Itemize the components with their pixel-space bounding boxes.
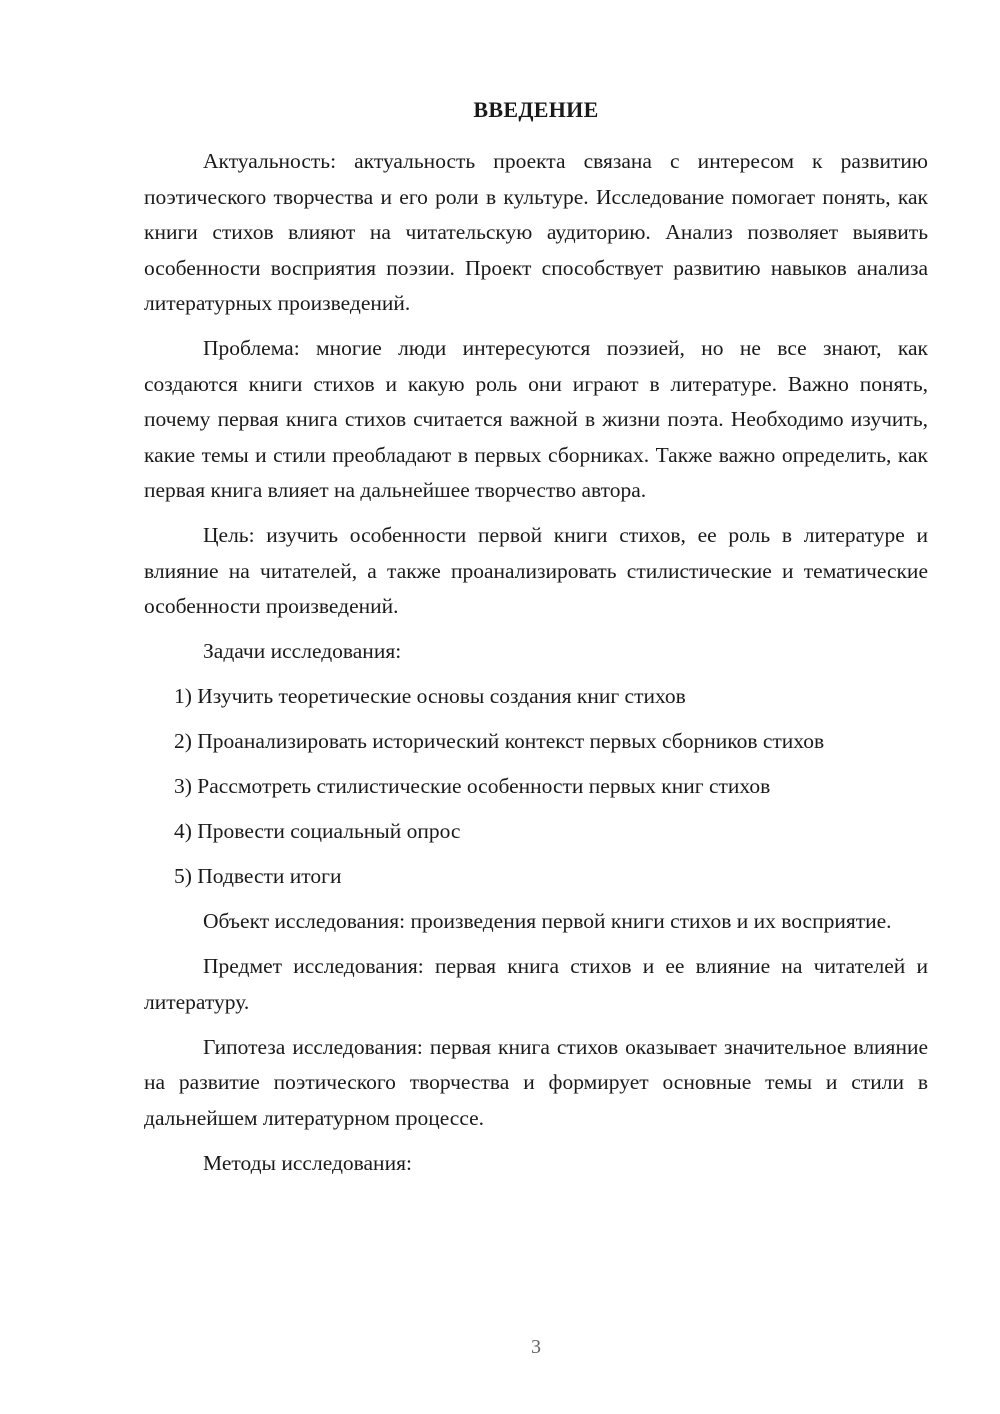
task-item-4: 4) Провести социальный опрос (174, 819, 461, 843)
paragraph-hypothesis: Гипотеза исследования: первая книга стихов оказывает значительное влияние на развитие поэтического творчества и формирует основные темы и стили в дальнейшем литературном процессе. (144, 1034, 928, 1130)
methods-heading: Методы исследования: (203, 1150, 412, 1175)
task-item-2: 2) Проанализировать исторический контекст первых сборников стихов (174, 729, 825, 753)
tasks-heading: Задачи исследования: (203, 639, 402, 663)
paragraph-subject: Предмет исследования: первая книга стихов и ее влияние на читателей и литературу. (144, 954, 928, 1014)
section-title: ВВЕДЕНИЕ (473, 97, 599, 122)
paragraph-goal: Цель: изучить особенности первой книги стихов, ее роль в литературе и влияние на читателей, а также проанализировать стилистические и тематические особенности произведений. (144, 523, 928, 618)
task-item-3: 3) Рассмотреть стилистические особенности первых книг стихов (174, 774, 771, 798)
document-body (144, 144, 928, 1191)
paragraph-relevance: Актуальность: актуальность проекта связана с интересом к развитию поэтического творчества и его роли в культуре. Исследование помогает понять, как книги стихов влияют на читательскую аудиторию. Анализ позволяет выявить особенности восприятия поэзии. Проект способствует развитию навыков анализа литературных произведений. (144, 149, 928, 315)
paragraph-object: Объект исследования: произведения первой книги стихов и их восприятие. (203, 909, 892, 933)
page-number: 3 (531, 1336, 541, 1358)
task-item-1: 1) Изучить теоретические основы создания книг стихов (174, 684, 686, 708)
paragraph-problem: Проблема: многие люди интересуются поэзией, но не все знают, как создаются книги стихов и какую роль они играют в литературе. Важно понять, почему первая книга стихов считается важной в жизни поэта. Необходимо изучить, какие темы и стили преобладают в первых сборниках. Также важно определить, как первая книга влияет на дальнейшее творчество автора. (144, 336, 928, 502)
task-item-5: 5) Подвести итоги (174, 864, 342, 888)
